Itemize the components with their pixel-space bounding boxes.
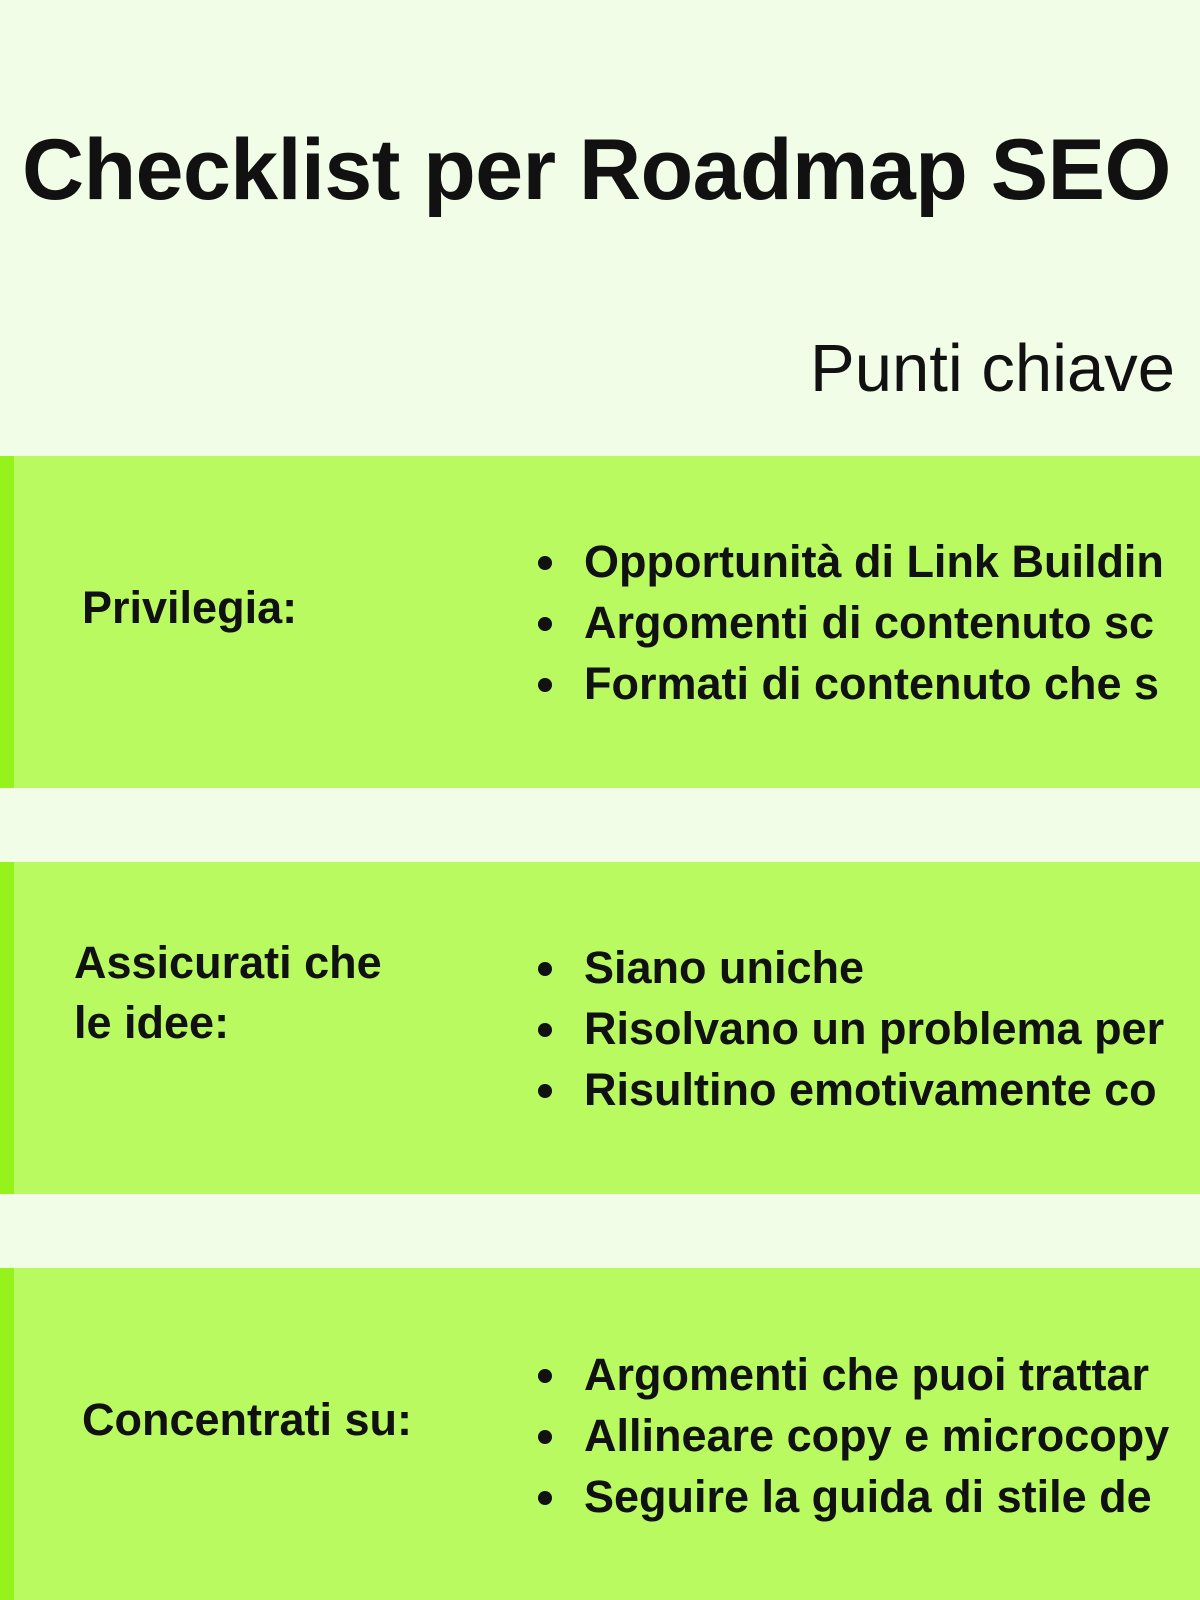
list-item: Formati di contenuto che s (530, 653, 1164, 714)
page-subtitle: Punti chiave (810, 331, 1175, 406)
checklist-row-assicurati (0, 862, 1200, 1194)
row-label-privilegia: Privilegia: (82, 582, 298, 633)
list-item: Argomenti di contenuto sc (530, 592, 1164, 653)
privilegia-items-list (530, 531, 1164, 714)
list-item: Argomenti che puoi trattar (530, 1344, 1169, 1405)
list-item: Risolvano un problema per (530, 998, 1164, 1059)
checklist-row-concentrati (0, 1268, 1200, 1600)
page-title: Checklist per Roadmap SEO (22, 122, 1171, 218)
concentrati-items-list (530, 1344, 1169, 1527)
list-item: Seguire la guida di stile de (530, 1466, 1169, 1527)
row-label-concentrati: Concentrati su: (82, 1394, 413, 1445)
list-item: Siano uniche (530, 937, 1164, 998)
assicurati-items-list (530, 937, 1164, 1120)
list-item: Opportunità di Link Buildin (530, 531, 1164, 592)
list-item: Risultino emotivamente co (530, 1059, 1164, 1120)
row-label-assicurati: Assicurati che le idee: (74, 937, 382, 1049)
list-item: Allineare copy e microcopy (530, 1405, 1169, 1466)
checklist-row-privilegia (0, 456, 1200, 788)
